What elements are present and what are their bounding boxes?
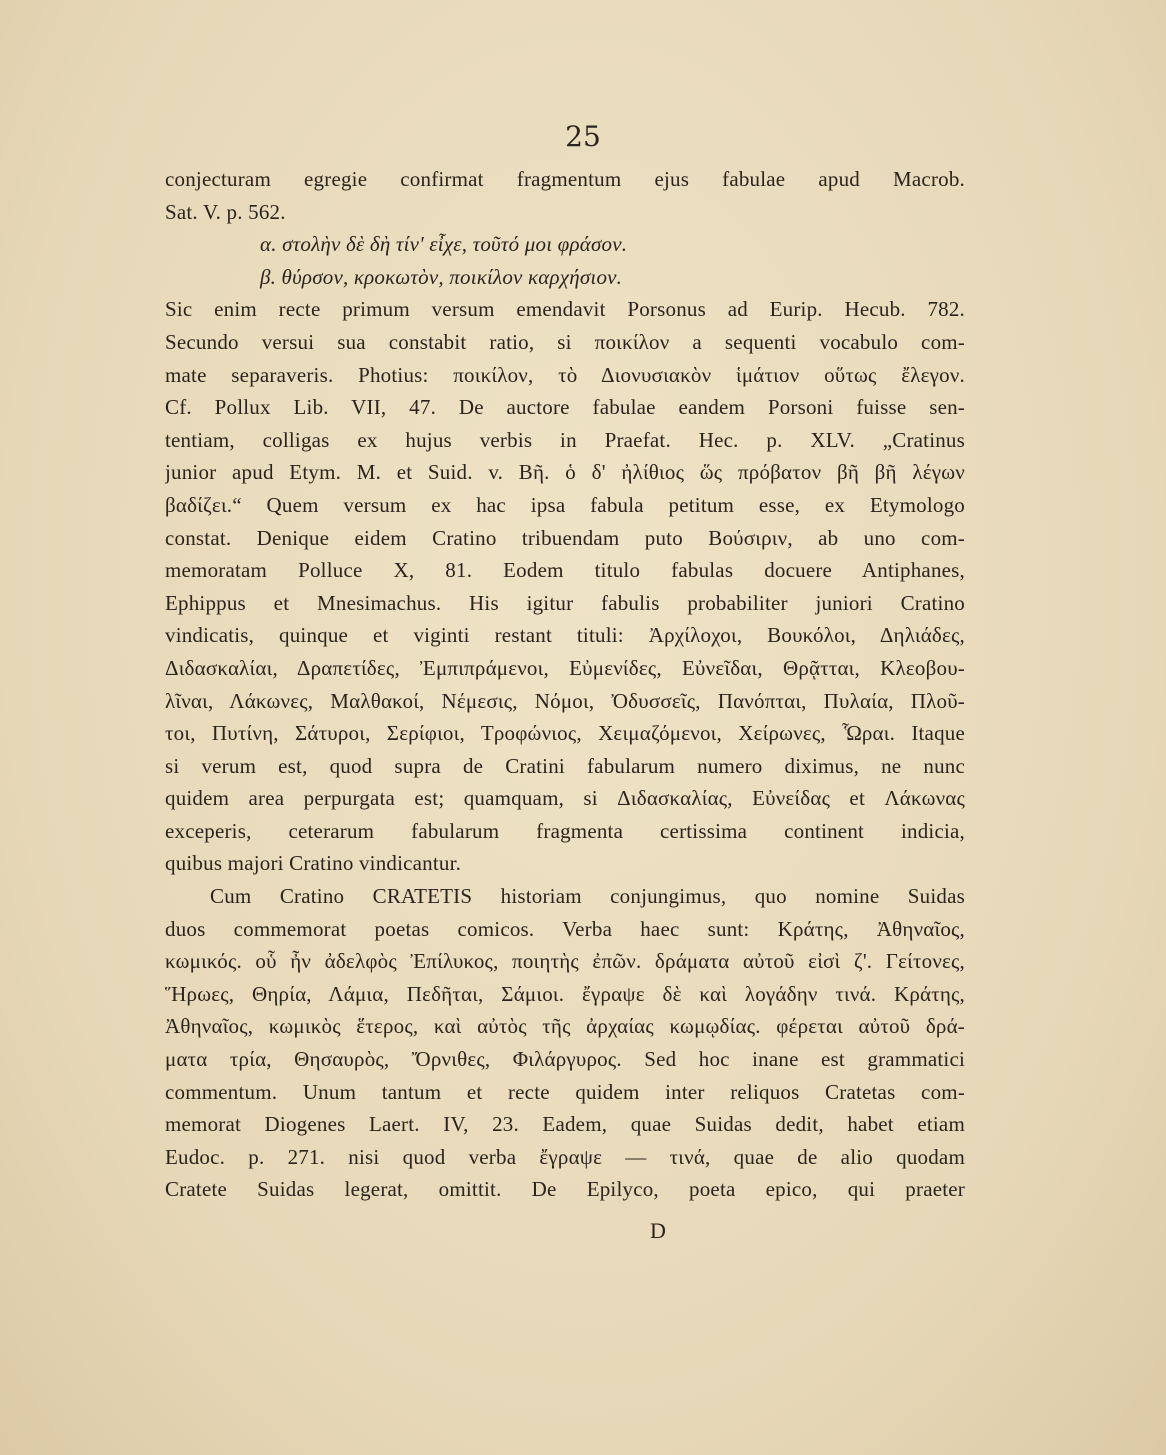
text-line: Sat. V. p. 562. <box>165 199 286 224</box>
text-line: Secundo versui sua constabit ratio, si ποικίλον a sequenti vocabulo com- <box>165 329 965 354</box>
text-line: Ἥρωες, Θηρία, Λάμια, Πεδῆται, Σάμιοι. ἔγραψε δὲ καὶ λογάδην τινά. Κράτης, <box>165 981 965 1006</box>
text-line: conjecturam egregie confirmat fragmentum ejus fabulae apud Macrob. <box>165 167 965 191</box>
signature-mark: D <box>650 1218 666 1243</box>
text-line: mate separaveris. Photius: ποικίλον, τὸ Διονυσιακὸν ἱμάτιον οὕτως ἔλεγον. <box>165 362 965 387</box>
text-line: Cratete Suidas legerat, omittit. De Epilyco, poeta epico, qui praeter <box>165 1177 965 1202</box>
text-line: constat. Denique eidem Cratino tribuendam puto Βούσιριν, ab uno com- <box>165 525 965 550</box>
text-line: memoratam Polluce X, 81. Eodem titulo fabulas docuere Antiphanes, <box>165 558 965 583</box>
text-line: vindicatis, quinque et viginti restant tituli: Ἀρχίλοχοι, Βουκόλοι, Δηλιάδες, <box>165 623 965 648</box>
text-line: junior apud Etym. M. et Suid. v. Βῆ. ὁ δ' ἠλίθιος ὥς πρόβατον βῆ βῆ λέγων <box>165 460 965 485</box>
text-line: si verum est, quod supra de Cratini fabularum numero diximus, ne nunc <box>165 753 965 778</box>
text-line: βαδίζει.“ Quem versum ex hac ipsa fabula petitum esse, ex Etymologo <box>165 492 965 517</box>
text-line: duos commemorat poetas comicos. Verba haec sunt: Κράτης, Ἀθηναῖος, <box>165 916 965 941</box>
text-line: ματα τρία, Θησαυρὸς, Ὄρνιθες, Φιλάργυρος. Sed hoc inane est grammatici <box>165 1047 965 1072</box>
text-line: commentum. Unum tantum et recte quidem inter reliquos Cratetas com- <box>165 1079 965 1104</box>
text-line: tentiam, colligas ex hujus verbis in Praefat. Hec. p. XLV. „Cratinus <box>165 427 965 452</box>
text-line: Ephippus et Mnesimachus. His igitur fabulis probabiliter juniori Cratino <box>165 590 965 615</box>
text-line: Cum Cratino CRATETIS historiam conjungimus, quo nomine Suidas <box>210 884 965 909</box>
text-line: Eudoc. p. 271. nisi quod verba ἔγραψε — τινά, quae de alio quodam <box>165 1144 965 1169</box>
page-number: 25 <box>565 120 601 153</box>
text-line: τοι, Πυτίνη, Σάτυροι, Σερίφιοι, Τροφώνιος, Χειμαζόμενοι, Χείρωνες, Ὧραι. Itaque <box>165 721 965 746</box>
verse-line: α. στολὴν δὲ δὴ τίν' εἶχε, τοῦτό μοι φράσον. <box>260 232 628 257</box>
text-line: Sic enim recte primum versum emendavit Porsonus ad Eurip. Hecub. 782. <box>165 297 965 322</box>
text-line: quibus majori Cratino vindicantur. <box>165 851 462 876</box>
text-line: κωμικός. οὗ ἦν ἀδελφὸς Ἐπίλυκος, ποιητὴς ἐπῶν. δράματα αὐτοῦ εἰσὶ ζ'. Γείτονες, <box>165 949 965 974</box>
text-line: λῖναι, Λάκωνες, Μαλθακοί, Νέμεσις, Νόμοι, Ὀδυσσεῖς, Πανόπται, Πυλαία, Πλοῦ- <box>165 688 965 713</box>
text-line: quidem area perpurgata est; quamquam, si Διδασκαλίας, Εὐνείδας et Λάκωνας <box>165 786 965 811</box>
body-text <box>165 163 965 1206</box>
text-line: exceperis, ceterarum fabularum fragmenta certissima continent indicia, <box>165 818 965 843</box>
text-line: Ἀθηναῖος, κωμικὸς ἕτερος, καὶ αὐτὸς τῆς ἀρχαίας κωμῳδίας. φέρεται αὐτοῦ δρά- <box>165 1014 965 1039</box>
text-line: Διδασκαλίαι, Δραπετίδες, Ἐμπιπράμενοι, Εὐμενίδες, Εὐνεῖδαι, Θρᾷτται, Κλεοβου- <box>165 655 965 680</box>
text-line: memorat Diogenes Laert. IV, 23. Eadem, quae Suidas dedit, habet etiam <box>165 1112 965 1137</box>
verse-line: β. θύρσον, κροκωτὸν, ποικίλον καρχήσιον. <box>260 264 623 289</box>
text-line: Cf. Pollux Lib. VII, 47. De auctore fabulae eandem Porsoni fuisse sen- <box>165 395 965 420</box>
